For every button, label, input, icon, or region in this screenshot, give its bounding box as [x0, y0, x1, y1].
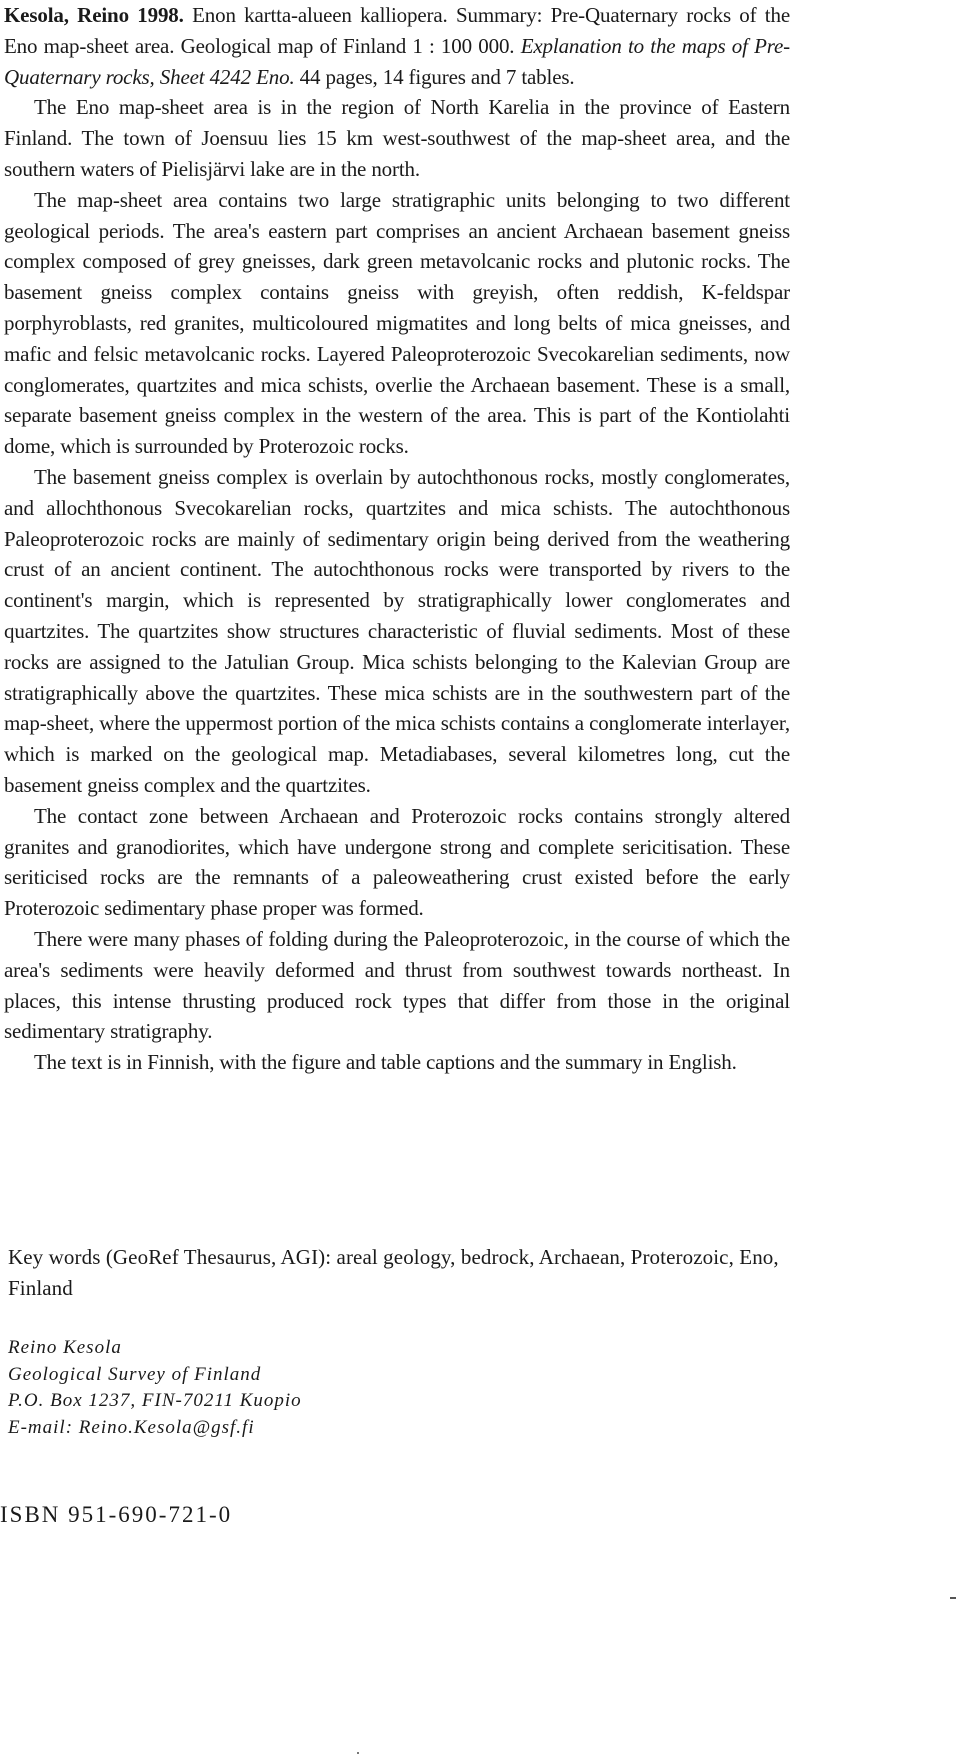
isbn: ISBN 951-690-721-0: [0, 1502, 233, 1527]
author-address: [8, 1335, 302, 1441]
abstract-paragraph: The map-sheet area contains two large stratigraphic units belonging to two different geological periods. The area's eastern part comprises an ancient Archaean basement gneiss complex composed of grey gneisses, dark green metavolcanic rocks and plutonic rocks. The basement gneiss complex contains gneiss with greyish, often reddish, K-feldspar porphyroblasts, red granites, multicoloured migmatites and long belts of mica gneisses, and mafic and felsic metavolcanic rocks. Layered Paleoproterozoic Svecokarelian sediments, now conglomerates, quartzites and mica schists, overlie the Archaean basement. These is a small, separate basement gneiss complex in the western of the area. This is part of the Kontiolahti dome, which is surrounded by Proterozoic rocks.: [4, 187, 790, 459]
citation-series: Explanation to the maps of Pre-Quaternary rocks, Sheet 4242 Eno.: [4, 33, 791, 89]
abstract-paragraph: The text is in Finnish, with the figure and table captions and the summary in English.: [34, 1050, 737, 1075]
citation: [4, 0, 790, 92]
author-email: E-mail: Reino.Kesola@gsf.fi: [8, 1416, 255, 1438]
abstract-paragraph: The Eno map-sheet area is in the region of North Karelia in the province of Eastern Finland. The town of Joensuu lies 15 km west-southwest of the map-sheet area, and the southern waters of Pielisjärvi lake are in the north.: [4, 95, 790, 181]
scan-mark: [950, 1597, 956, 1599]
citation-authors: Kesola, Reino 1998.: [4, 3, 184, 27]
author-name: Reino Kesola: [8, 1337, 122, 1358]
scan-mark: [357, 1752, 359, 1754]
keywords: Key words (GeoRef Thesaurus, AGI): areal geology, bedrock, Archaean, Proterozoic, Eno, Finland: [8, 1245, 779, 1300]
citation-title: Enon kartta-alueen kalliopera. Summary: Pre-Quaternary rocks of the Eno map-sheet area. Geological map of Finland 1 : 100 000.: [4, 3, 790, 58]
abstract-paragraph: There were many phases of folding during the Paleoproterozoic, in the course of which the area's sediments were heavily deformed and thrust from southwest towards northeast. In places, this intense thrusting produced rock types that differ from those in the original sedimentary stratigraphy.: [4, 926, 790, 1044]
abstract: [4, 0, 790, 1078]
abstract-paragraph: The basement gneiss complex is overlain by autochthonous rocks, mostly conglomerates, and allochthonous Svecokarelian rocks, quartzites and mica schists. The autochthonous Paleoproterozoic rocks are mainly of sedimentary origin being derived from the weathering crust of an ancient continent. The autochthonous rocks were transported by rivers to the continent's margin, which is represented by stratigraphically lower conglomerates and quartzites. The quartzites show structures characteristic of fluvial sediments. Most of these rocks are assigned to the Jatulian Group. Mica schists belonging to the Kalevian Group are stratigraphically above the quartzites. These mica schists are in the southwestern part of the map-sheet, where the uppermost portion of the mica schists contains a conglomerate interlayer, which is marked on the geological map. Metadiabases, several kilometres long, cut the basement gneiss complex and the quartzites.: [4, 464, 790, 797]
citation-extent: 44 pages, 14 figures and 7 tables.: [299, 64, 575, 89]
author-organization: Geological Survey of Finland: [8, 1363, 262, 1385]
abstract-paragraph: The contact zone between Archaean and Proterozoic rocks contains strongly altered granites and granodiorites, which have undergone strong and complete sericitisation. These seriticised rocks are the remnants of a paleoweathering crust existed before the early Proterozoic sedimentary phase proper was formed.: [4, 803, 790, 921]
author-postal-address: P.O. Box 1237, FIN-70211 Kuopio: [8, 1390, 302, 1411]
